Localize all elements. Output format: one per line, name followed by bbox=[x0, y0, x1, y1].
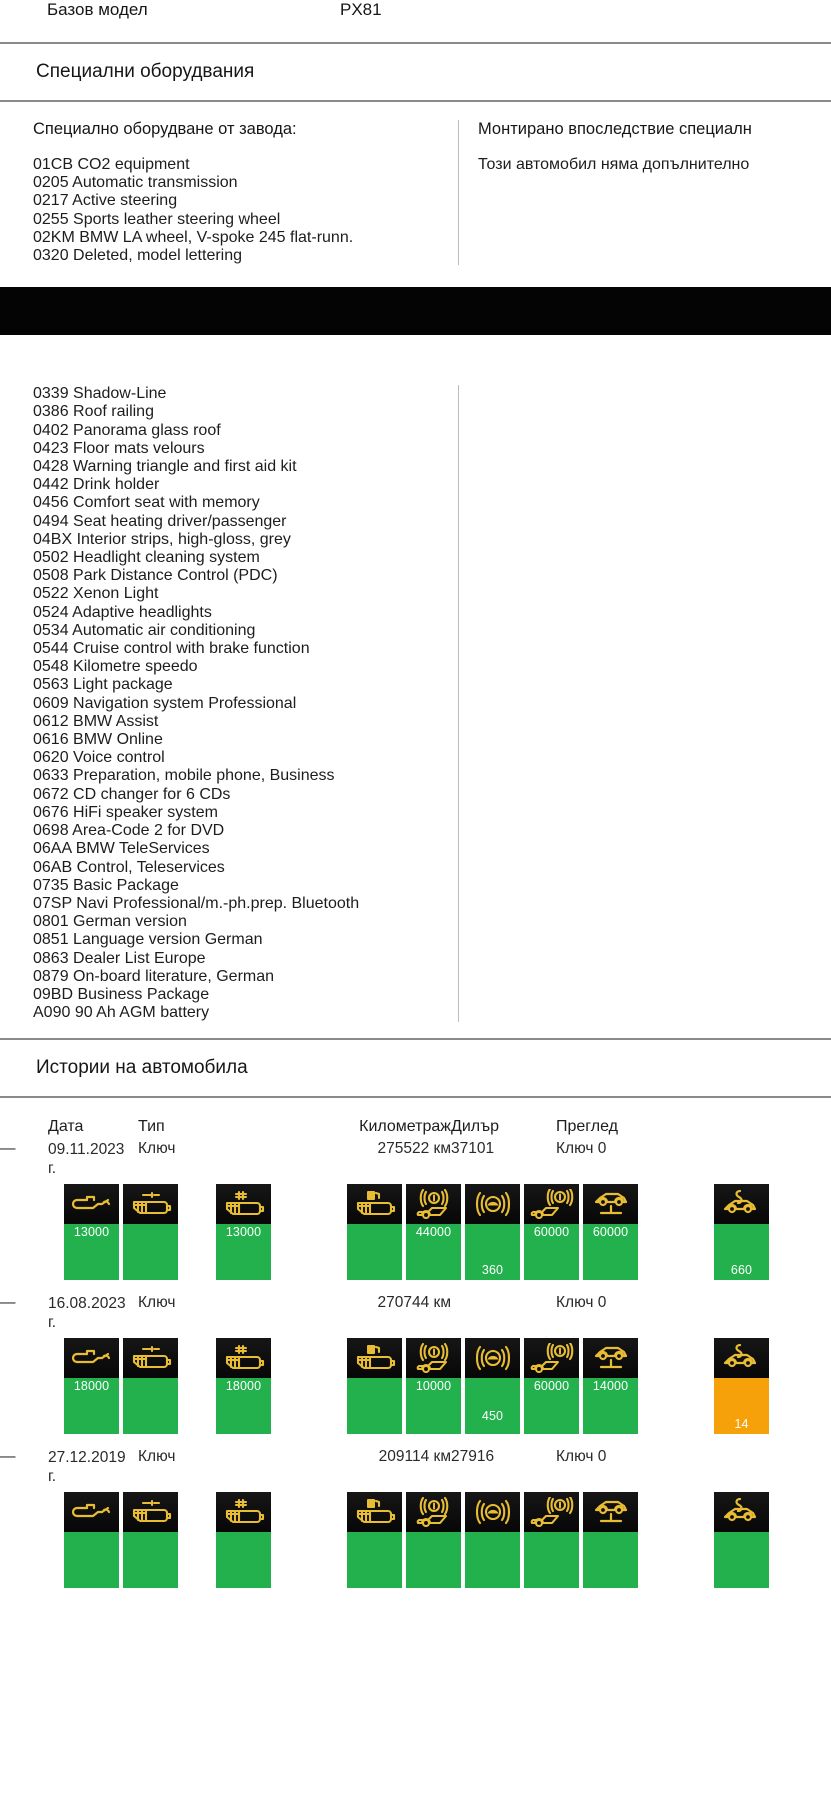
base-model-row bbox=[0, 0, 831, 42]
service-tile-bar bbox=[406, 1224, 461, 1280]
equipment-line: 0205 Automatic transmission bbox=[33, 174, 238, 192]
cell-inspection: Ключ 0 bbox=[556, 1448, 607, 1466]
service-tile-bar bbox=[524, 1224, 579, 1280]
brake-rear-icon bbox=[524, 1184, 579, 1224]
table-row[interactable] bbox=[0, 1294, 831, 1332]
service-tile-bar bbox=[64, 1224, 119, 1280]
equipment-line: 0879 On-board literature, German bbox=[33, 967, 275, 985]
cell-type: Ключ bbox=[138, 1448, 176, 1466]
service-indicator-row bbox=[0, 1178, 831, 1294]
service-tile[interactable] bbox=[123, 1184, 178, 1280]
service-tile-bar bbox=[583, 1378, 638, 1434]
service-tile-bar bbox=[347, 1532, 402, 1588]
car-lift-icon bbox=[583, 1492, 638, 1532]
equipment-line: 0544 Cruise control with brake function bbox=[33, 640, 310, 658]
spacer-after-band bbox=[0, 335, 831, 385]
service-tile[interactable] bbox=[64, 1492, 119, 1588]
equipment-line: 0633 Preparation, mobile phone, Business bbox=[33, 767, 335, 785]
service-tile[interactable] bbox=[347, 1338, 402, 1434]
brake-pad-icon bbox=[465, 1492, 520, 1532]
air-filter-icon bbox=[216, 1184, 271, 1224]
equipment-line: 0698 Area-Code 2 for DVD bbox=[33, 822, 225, 840]
base-model-value: PX81 bbox=[340, 0, 382, 19]
service-tile-value: 450 bbox=[481, 1409, 504, 1424]
service-tile[interactable] bbox=[714, 1184, 769, 1280]
special-equipment-title: Специални оборудвания bbox=[36, 61, 255, 82]
service-tile-value: 60000 bbox=[533, 1225, 570, 1240]
equipment-line: 0456 Comfort seat with memory bbox=[33, 494, 260, 512]
service-tile-value: 60000 bbox=[533, 1379, 570, 1394]
service-tile-bar bbox=[64, 1532, 119, 1588]
equipment-line: 0339 Shadow-Line bbox=[33, 385, 167, 403]
service-tile-strip bbox=[0, 1184, 831, 1284]
equipment-line: 0402 Panorama glass roof bbox=[33, 421, 221, 439]
retrofit-equipment-title: Монтирано впоследствие специалн bbox=[478, 120, 752, 138]
equipment-line: 0735 Basic Package bbox=[33, 876, 179, 894]
service-tile-bar bbox=[216, 1224, 271, 1280]
col-header-dash bbox=[0, 1118, 48, 1140]
equipment-line: 04BX Interior strips, high-gloss, grey bbox=[33, 530, 291, 548]
oil-can-icon bbox=[64, 1338, 119, 1378]
factory-equipment-title: Специално оборудване от завода: bbox=[33, 120, 297, 138]
service-tile-value: 10000 bbox=[415, 1379, 452, 1394]
brake-disc-icon bbox=[406, 1492, 461, 1532]
row-expand-dash: — bbox=[0, 1294, 16, 1312]
service-tile[interactable] bbox=[583, 1184, 638, 1280]
service-tile-strip bbox=[0, 1492, 831, 1592]
equipment-columns-bottom bbox=[0, 385, 831, 1022]
service-tile-bar bbox=[347, 1224, 402, 1280]
service-tile[interactable] bbox=[465, 1184, 520, 1280]
cell-date: 09.11.2023 г. bbox=[48, 1141, 125, 1178]
factory-equipment-list-bottom bbox=[33, 385, 458, 1022]
equipment-line: 0616 BMW Online bbox=[33, 731, 163, 749]
service-tile-bar bbox=[583, 1224, 638, 1280]
service-tile[interactable] bbox=[123, 1492, 178, 1588]
brake-pad-icon bbox=[465, 1184, 520, 1224]
service-tile-value: 14000 bbox=[592, 1379, 629, 1394]
equipment-line: 0524 Adaptive headlights bbox=[33, 603, 212, 621]
base-model-label: Базов модел bbox=[47, 0, 148, 19]
equipment-line: 0548 Kilometre speedo bbox=[33, 658, 198, 676]
row-expand-dash: — bbox=[0, 1140, 16, 1158]
service-tile-bar bbox=[465, 1224, 520, 1280]
equipment-line: 0428 Warning triangle and first aid kit bbox=[33, 458, 297, 476]
equipment-line: 0320 Deleted, model lettering bbox=[33, 247, 243, 265]
fuel-filter-icon bbox=[347, 1492, 402, 1532]
battery-plug-icon bbox=[123, 1492, 178, 1532]
brake-disc-icon bbox=[406, 1184, 461, 1224]
service-tile-value: 60000 bbox=[592, 1225, 629, 1240]
history-table bbox=[0, 1118, 831, 1602]
service-tile-bar bbox=[465, 1532, 520, 1588]
brake-disc-icon bbox=[406, 1338, 461, 1378]
spacer-before-band bbox=[0, 265, 831, 287]
spacer-before-history bbox=[0, 1022, 831, 1038]
service-tile-value: 44000 bbox=[415, 1225, 452, 1240]
equipment-columns-top bbox=[0, 102, 831, 265]
service-tile[interactable] bbox=[347, 1492, 402, 1588]
equipment-line: 0672 CD changer for 6 CDs bbox=[33, 785, 231, 803]
service-tile[interactable] bbox=[216, 1338, 271, 1434]
service-tile-bar bbox=[123, 1224, 178, 1280]
service-indicator-row bbox=[0, 1486, 831, 1602]
equipment-line: 0612 BMW Assist bbox=[33, 712, 159, 730]
service-tile[interactable] bbox=[123, 1338, 178, 1434]
history-section-title: Истории на автомобила bbox=[36, 1057, 248, 1079]
service-indicator-row bbox=[0, 1332, 831, 1448]
service-tile-bar bbox=[714, 1532, 769, 1588]
cell-type: Ключ bbox=[138, 1294, 176, 1312]
equipment-line: 09BD Business Package bbox=[33, 985, 210, 1003]
brake-rear-icon bbox=[524, 1492, 579, 1532]
equipment-line: 06AA BMW TeleServices bbox=[33, 840, 210, 858]
col-header-date: Дата bbox=[48, 1118, 84, 1136]
equipment-line: 0522 Xenon Light bbox=[33, 585, 159, 603]
service-tile[interactable] bbox=[465, 1338, 520, 1434]
service-indicator-cell bbox=[0, 1332, 831, 1448]
service-tile[interactable] bbox=[216, 1184, 271, 1280]
retrofit-equipment-column bbox=[459, 120, 752, 265]
cell-inspection: Ключ 0 bbox=[556, 1140, 607, 1158]
service-tile-value: 14 bbox=[734, 1417, 749, 1432]
service-tile[interactable] bbox=[406, 1338, 461, 1434]
brake-pad-icon bbox=[465, 1338, 520, 1378]
service-tile[interactable] bbox=[406, 1492, 461, 1588]
battery-plug-icon bbox=[123, 1184, 178, 1224]
service-tile[interactable] bbox=[524, 1492, 579, 1588]
battery-plug-icon bbox=[123, 1338, 178, 1378]
service-tile[interactable] bbox=[524, 1338, 579, 1434]
col-header-type: Тип bbox=[138, 1118, 165, 1136]
service-tile-bar bbox=[406, 1378, 461, 1434]
car-lift-icon bbox=[583, 1338, 638, 1378]
equipment-line: 0442 Drink holder bbox=[33, 476, 160, 494]
service-tile-bar bbox=[216, 1378, 271, 1434]
fuel-filter-icon bbox=[347, 1338, 402, 1378]
service-tile-bar bbox=[406, 1532, 461, 1588]
service-tile-bar bbox=[216, 1532, 271, 1588]
service-tile-value: 360 bbox=[481, 1263, 504, 1278]
service-tile-bar bbox=[524, 1378, 579, 1434]
service-indicator-cell bbox=[0, 1486, 831, 1602]
service-indicator-cell bbox=[0, 1178, 831, 1294]
cell-mileage: 209114 км bbox=[378, 1448, 451, 1466]
service-tile[interactable] bbox=[714, 1492, 769, 1588]
equipment-line: 0563 Light package bbox=[33, 676, 173, 694]
service-tile-bar bbox=[123, 1378, 178, 1434]
history-table-body bbox=[0, 1140, 831, 1602]
service-tile-value: 13000 bbox=[225, 1225, 262, 1240]
equipment-line: 0423 Floor mats velours bbox=[33, 439, 205, 457]
table-row[interactable] bbox=[0, 1448, 831, 1486]
table-row[interactable] bbox=[0, 1140, 831, 1178]
cell-dealer: 27916 bbox=[451, 1448, 495, 1466]
equipment-line: 0863 Dealer List Europe bbox=[33, 949, 206, 967]
equipment-line: 0502 Headlight cleaning system bbox=[33, 549, 260, 567]
service-tile-value: 18000 bbox=[225, 1379, 262, 1394]
cell-date: 27.12.2019 г. bbox=[48, 1449, 126, 1486]
cell-mileage: 270744 км bbox=[377, 1294, 451, 1312]
cell-dealer: 37101 bbox=[451, 1140, 495, 1158]
service-tile-bar bbox=[583, 1532, 638, 1588]
brake-rear-icon bbox=[524, 1338, 579, 1378]
factory-equipment-list-top bbox=[33, 156, 458, 265]
col-header-dealer: Дилър bbox=[451, 1118, 500, 1136]
service-tile[interactable] bbox=[406, 1184, 461, 1280]
equipment-line: 0609 Navigation system Professional bbox=[33, 694, 297, 712]
retrofit-equipment-note: Този автомобил няма допълнително bbox=[478, 156, 750, 173]
row-expand-dash: — bbox=[0, 1448, 16, 1466]
service-tile[interactable] bbox=[216, 1492, 271, 1588]
cell-inspection: Ключ 0 bbox=[556, 1294, 607, 1312]
cell-dealer bbox=[451, 1294, 556, 1332]
equipment-line: 06AB Control, Teleservices bbox=[33, 858, 225, 876]
air-filter-icon bbox=[216, 1492, 271, 1532]
service-tile-value: 660 bbox=[730, 1263, 753, 1278]
equipment-line: 0508 Park Distance Control (PDC) bbox=[33, 567, 278, 585]
service-tile[interactable] bbox=[64, 1338, 119, 1434]
black-banner-strip bbox=[0, 287, 831, 335]
retrofit-column-empty bbox=[459, 385, 478, 1022]
fuel-filter-icon bbox=[347, 1184, 402, 1224]
oil-can-icon bbox=[64, 1492, 119, 1532]
equipment-line: 02KM BMW LA wheel, V-spoke 245 flat-runn. bbox=[33, 228, 354, 246]
factory-equipment-column-continued bbox=[0, 385, 458, 1022]
equipment-line: 0676 HiFi speaker system bbox=[33, 803, 218, 821]
inspection-icon bbox=[714, 1338, 769, 1378]
cell-date: 16.08.2023 г. bbox=[48, 1295, 126, 1332]
service-tile[interactable] bbox=[64, 1184, 119, 1280]
car-lift-icon bbox=[583, 1184, 638, 1224]
service-tile-bar bbox=[347, 1378, 402, 1434]
service-tile[interactable] bbox=[347, 1184, 402, 1280]
equipment-line: 0851 Language version German bbox=[33, 931, 263, 949]
inspection-icon bbox=[714, 1492, 769, 1532]
service-tile[interactable] bbox=[583, 1338, 638, 1434]
history-table-header-row bbox=[0, 1118, 831, 1140]
service-tile-value: 18000 bbox=[73, 1379, 110, 1394]
cell-mileage: 275522 км bbox=[377, 1140, 451, 1158]
equipment-line: 07SP Navi Professional/m.-ph.prep. Bluetooth bbox=[33, 894, 360, 912]
service-tile-bar bbox=[465, 1378, 520, 1434]
equipment-line: 01CB CO2 equipment bbox=[33, 156, 190, 173]
service-tile-bar bbox=[714, 1378, 769, 1434]
equipment-line: A090 90 Ah AGM battery bbox=[33, 1004, 210, 1022]
service-tile-bar bbox=[123, 1532, 178, 1588]
oil-can-icon bbox=[64, 1184, 119, 1224]
service-tile-bar bbox=[64, 1378, 119, 1434]
col-header-inspection: Преглед bbox=[556, 1118, 618, 1136]
factory-equipment-column bbox=[0, 120, 458, 265]
equipment-line: 0255 Sports leather steering wheel bbox=[33, 210, 281, 228]
col-header-mileage: Километраж bbox=[359, 1118, 451, 1136]
equipment-line: 0217 Active steering bbox=[33, 192, 178, 210]
equipment-line: 0620 Voice control bbox=[33, 749, 165, 767]
inspection-icon bbox=[714, 1184, 769, 1224]
service-tile[interactable] bbox=[465, 1492, 520, 1588]
spacer-history-top bbox=[0, 1098, 831, 1118]
equipment-line: 0494 Seat heating driver/passenger bbox=[33, 512, 287, 530]
service-tile-strip bbox=[0, 1338, 831, 1438]
equipment-line: 0534 Automatic air conditioning bbox=[33, 621, 256, 639]
service-tile-bar bbox=[524, 1532, 579, 1588]
service-tile[interactable] bbox=[714, 1338, 769, 1434]
service-tile[interactable] bbox=[524, 1184, 579, 1280]
equipment-line: 0801 German version bbox=[33, 913, 187, 931]
equipment-line: 0386 Roof railing bbox=[33, 403, 154, 421]
service-tile-value: 13000 bbox=[73, 1225, 110, 1240]
service-tile-bar bbox=[714, 1224, 769, 1280]
cell-type: Ключ bbox=[138, 1140, 176, 1158]
service-tile[interactable] bbox=[583, 1492, 638, 1588]
air-filter-icon bbox=[216, 1338, 271, 1378]
